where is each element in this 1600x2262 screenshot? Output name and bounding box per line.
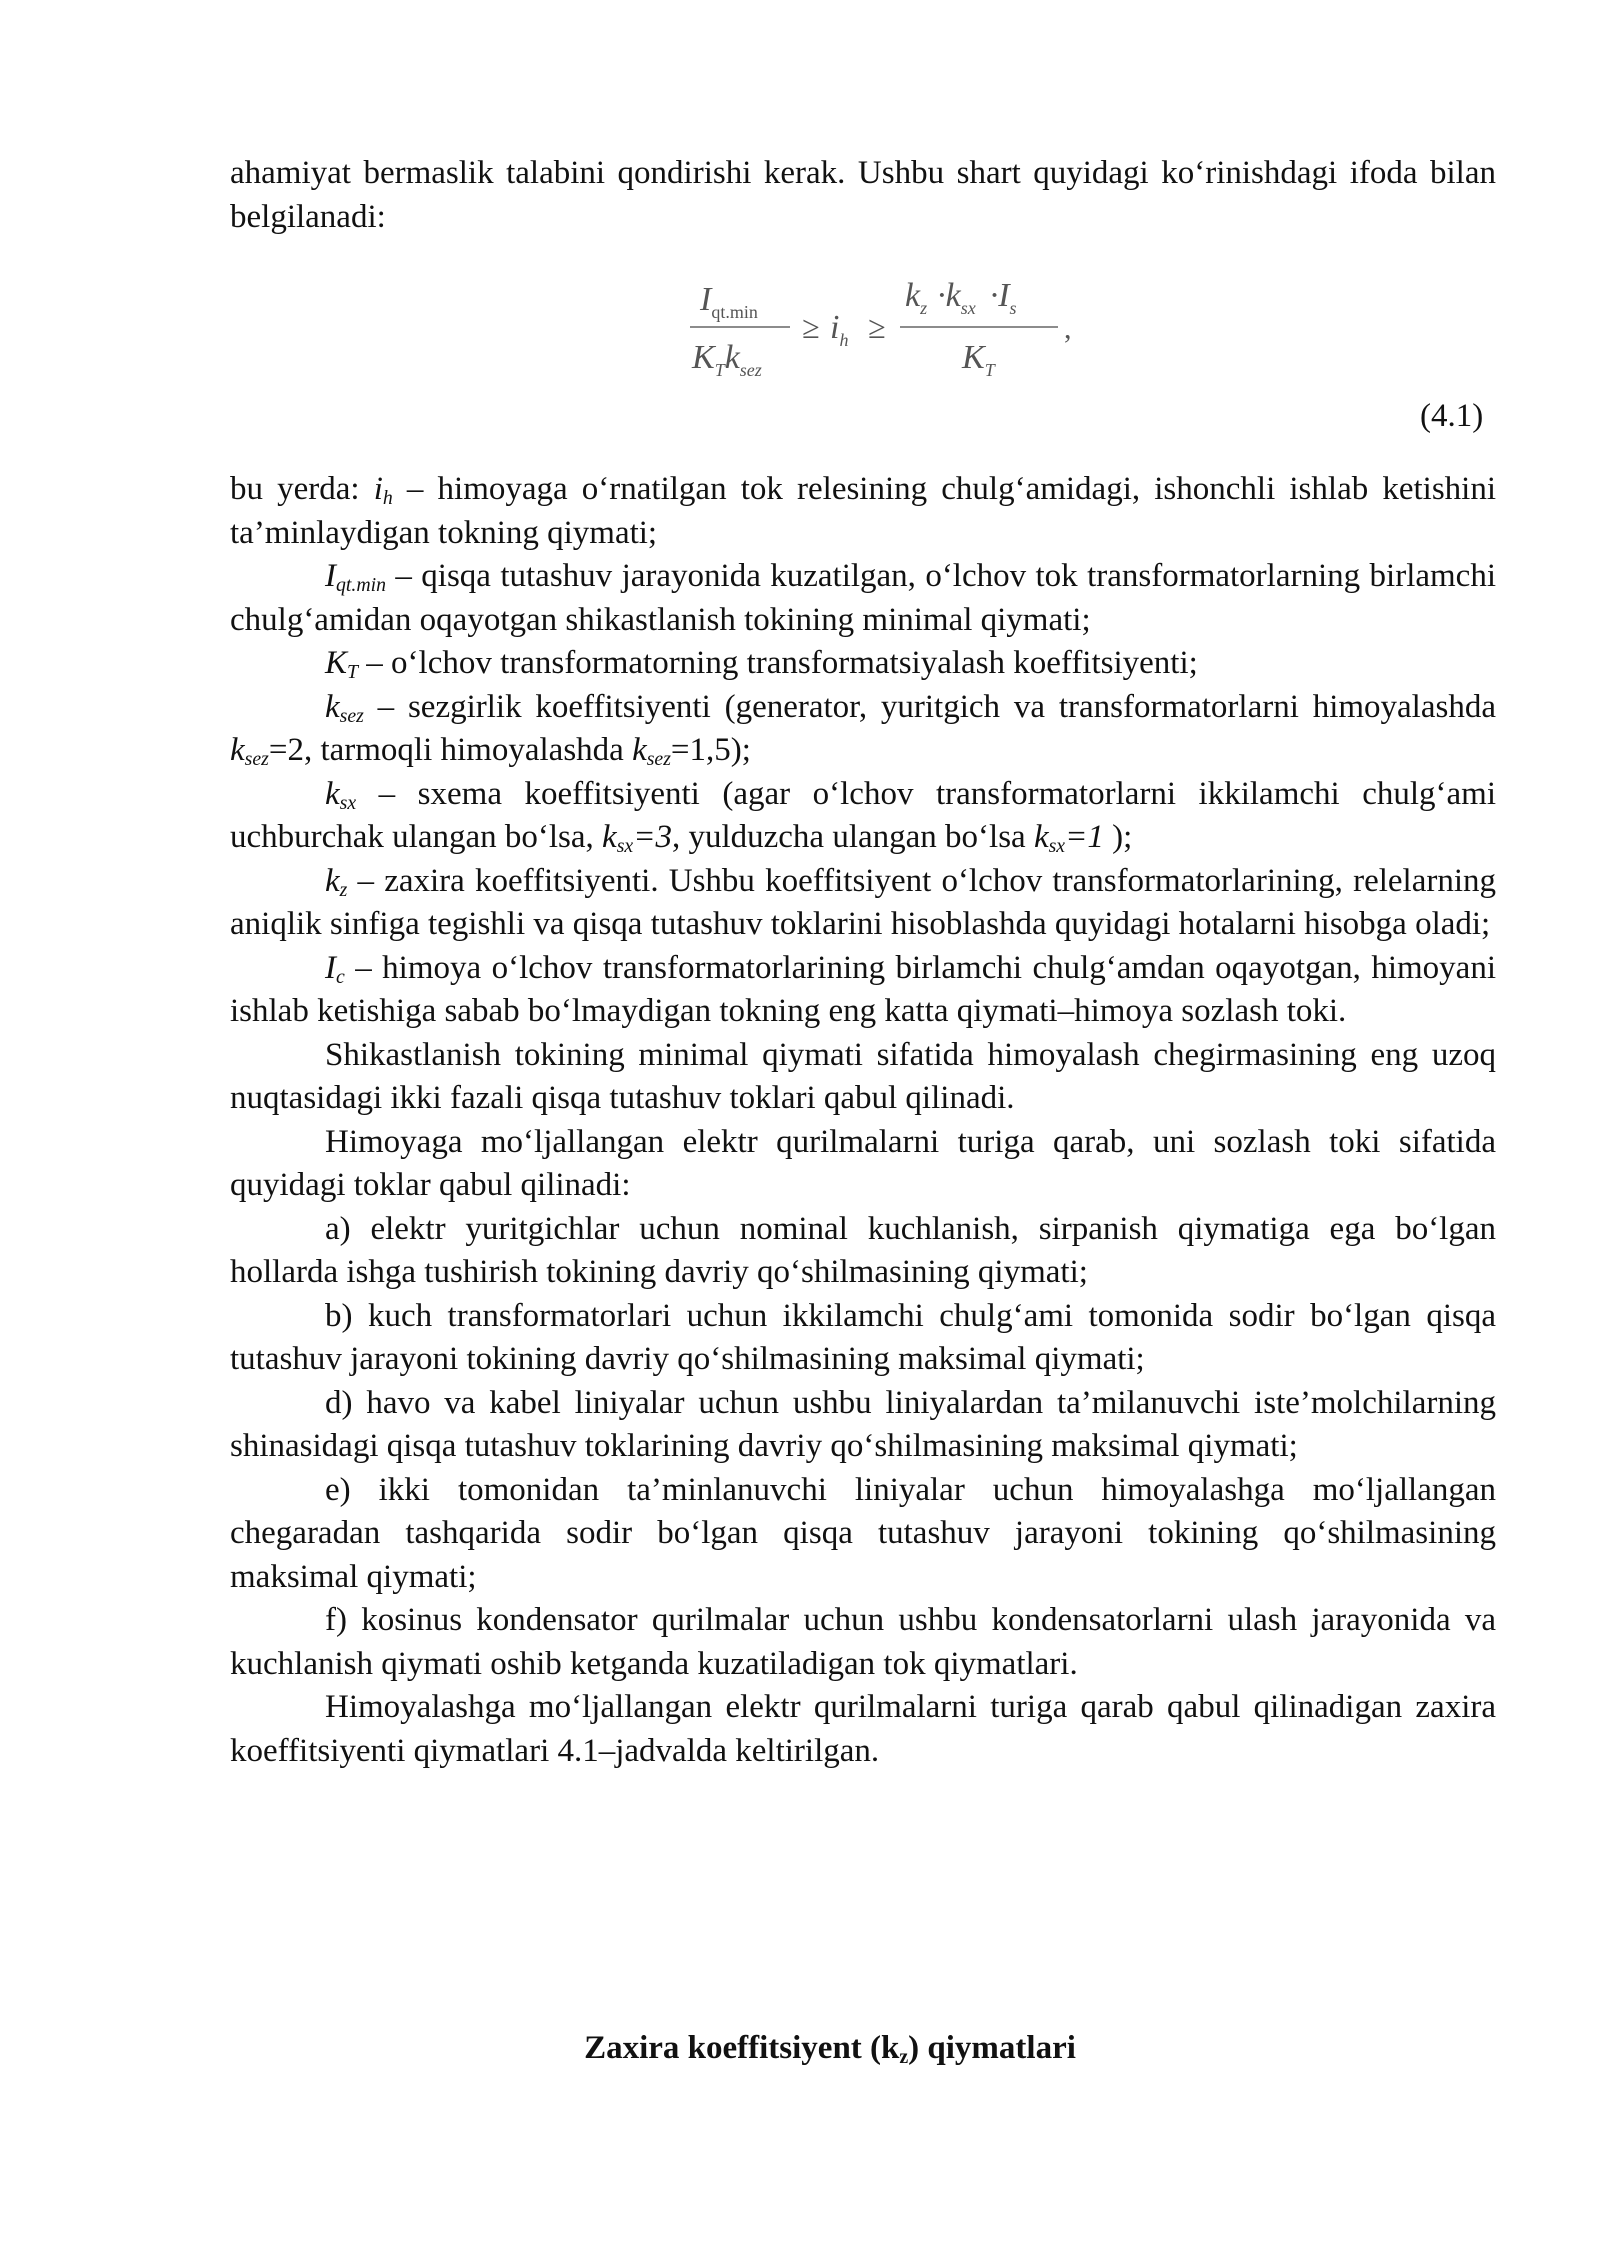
formula-lhs-den: $K_Tk_{sez}$ — [692, 339, 762, 380]
paragraph-setting-current: Himoyaga mo‘ljallangan elektr qurilmalarni turiga qarab, uni sozlash toki sifatida quyidagi toklar qabul qilinadi: — [230, 1123, 1496, 1203]
paragraph-table-ref: Himoyalashga mo‘ljallangan elektr qurilmalarni turiga qarab qabul qilinadigan zaxira koeffitsiyenti qiymatlari 4.1–jadvalda keltirilgan. — [230, 1689, 1496, 1769]
formula-ge-1: ≥ — [802, 309, 820, 345]
table-heading: Zaxira koeffitsiyent $(k_z)$ qiymatlari — [584, 2030, 1076, 2068]
formula-rhs-num: $k_z \cdot k_{sx} \cdot I_s$ — [905, 277, 1017, 318]
equation-number: (4.1) — [1420, 398, 1484, 434]
formula-4-1 — [690, 270, 1110, 400]
formula-ge-2: ≥ — [868, 309, 886, 345]
formula-comma: , — [1064, 312, 1072, 345]
list-item-f: f) kosinus kondensator qurilmalar uchun ushbu kondensatorlarni ulash jarayonida va kuchlanish qiymati oshib ketganda kuzatiladigan tok qiymatlari. — [230, 1602, 1496, 1682]
list-item-e: e) ikki tomonidan ta’minlanuvchi liniyalar uchun himoyalashga mo‘ljallangan chegaradan tashqarida sodir bo‘lgan qisqa tutashuv jarayoni tokining qo‘shilmasining maksimal qiymati; — [230, 1471, 1496, 1595]
formula-rhs-den: $K_T$ — [962, 339, 995, 380]
intro-text: ahamiyat bermaslik talabini qondirishi kerak. Ushbu shart quyidagi ko‘rinishdagi ifoda bilan belgilanadi: — [230, 155, 1496, 235]
paragraph-min-current: Shikastlanish tokining minimal qiymati sifatida himoyalash chegirmasining eng uzoq nuqtasidagi ikki fazali qisqa tutashuv toklari qabul qilinadi. — [230, 1036, 1496, 1116]
def-kt: $K_T$ – o‘lchov transformatorning transformatsiyalash koeffitsiyenti; — [325, 645, 1198, 683]
list-item-d: d) havo va kabel liniyalar uchun ushbu liniyalardan ta’milanuvchi iste’molchilarning shinasidagi qisqa tutashuv toklarining davriy qo‘shilmasining maksimal qiymati; — [230, 1384, 1496, 1464]
def-kz: $k_z$ – zaxira koeffitsiyenti. Ushbu koeffitsiyent o‘lchov transformatorlarining, relelarning aniqlik sinfiga tegishli va qisqa tutashuv toklarini hisoblashda quyidagi hotalarni hisobga oladi; — [230, 862, 1496, 942]
def-ih: bu yerda: $i_h$ – himoyaga o‘rnatilgan tok relesining chulg‘amidagi, ishonchli ishlab ketishini ta’minlaydigan tokning qiymati; — [230, 471, 1497, 551]
def-ksez: $k_{sez}$ – sezgirlik koeffitsiyenti (generator, yuritgich va transformatorlarni himoyalashda $k_{sez}=2$, tarmoqli himoyalashda $k_{sez}=1,5$); — [230, 688, 1496, 770]
list-item-a: a) elektr yuritgichlar uchun nominal kuchlanish, sirpanish qiymatiga ega bo‘lgan hollarda ishga tushirish tokining davriy qo‘shilmasining qiymati; — [230, 1210, 1496, 1290]
def-ksx: $k_{sx}$ – sxema koeffitsiyenti (agar o‘lchov transformatorlarni ikkilamchi chulg‘ami uchburchak ulangan bo‘lsa, $k_{sx}=3$, yulduzcha ulangan bo‘lsa $k_{sx}=1$ ); — [230, 775, 1496, 857]
intro-paragraph — [230, 152, 1496, 239]
formula-mid: $i_h$ — [830, 309, 849, 350]
definitions-block — [230, 468, 1496, 1773]
list-item-b: b) kuch transformatorlari uchun ikkilamchi chulg‘ami tomonida sodir bo‘lgan qisqa tutashuv jarayoni tokining davriy qo‘shilmasining maksimal qiymati; — [230, 1297, 1496, 1377]
def-ic: $I_c$ – himoya o‘lchov transformatorlarining birlamchi chulg‘amdan oqayotgan, himoyani ishlab ketishiga sabab bo‘lmaydigan tokning eng katta qiymati–himoya sozlash toki. — [230, 949, 1496, 1029]
def-iqt: $I_{qt.min}$ – qisqa tutashuv jarayonida kuzatilgan, o‘lchov tok transformatorlarning birlamchi chulg‘amidan oqayotgan shikastlanish tokining minimal qiymati; — [230, 558, 1496, 638]
formula-lhs-num: $I_{qt.min}$ — [700, 281, 758, 322]
